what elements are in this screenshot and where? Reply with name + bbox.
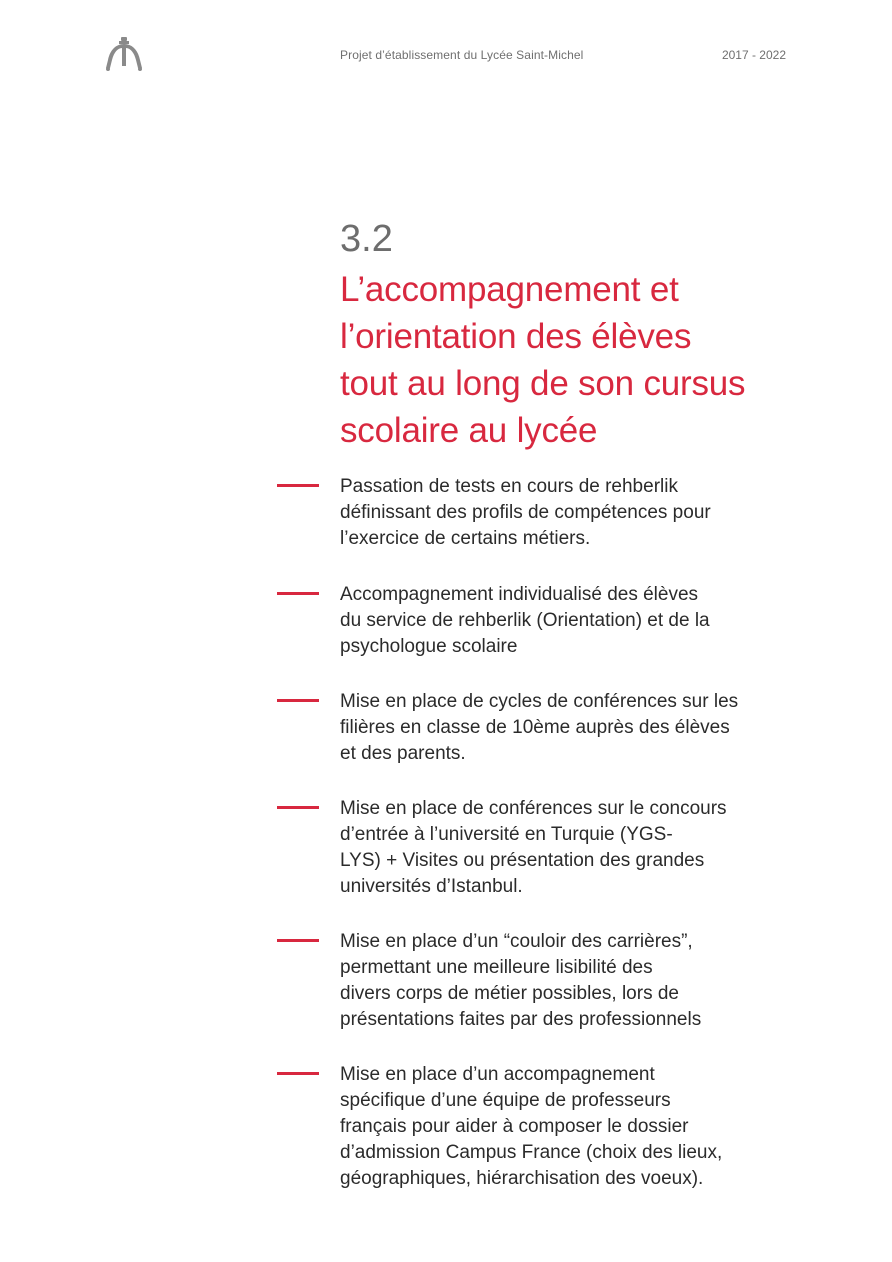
school-crest-icon bbox=[104, 36, 144, 72]
section-title-line: tout au long de son cursus bbox=[340, 364, 746, 403]
list-item-line: Passation de tests en cours de rehberlik bbox=[340, 476, 678, 497]
section-title-line: L’accompagnement et bbox=[340, 270, 679, 309]
header-document-title: Projet d’établissement du Lycée Saint-Michel bbox=[340, 48, 584, 62]
list-item-line: l’exercice de certains métiers. bbox=[340, 528, 591, 549]
list-item-text bbox=[340, 929, 810, 1033]
list-item-line: géographiques, hiérarchisation des voeux). bbox=[340, 1168, 704, 1189]
list-item-line: spécifique d’une équipe de professeurs bbox=[340, 1090, 671, 1111]
bullet-dash bbox=[277, 806, 319, 809]
list-item-text bbox=[340, 582, 810, 660]
list-item-line: du service de rehberlik (Orientation) et de la bbox=[340, 610, 710, 631]
list-item-line: permettant une meilleure lisibilité des bbox=[340, 957, 653, 978]
list-item-line: universités d’Istanbul. bbox=[340, 876, 523, 897]
bullet-dash bbox=[277, 484, 319, 487]
bullet-dash bbox=[277, 939, 319, 942]
list-item-line: divers corps de métier possibles, lors de bbox=[340, 983, 679, 1004]
list-item-line: français pour aider à composer le dossier bbox=[340, 1116, 689, 1137]
section-number: 3.2 bbox=[340, 218, 393, 260]
section-title-line: scolaire au lycée bbox=[340, 411, 598, 450]
list-item-line: présentations faites par des professionnels bbox=[340, 1009, 702, 1030]
list-item-text bbox=[340, 474, 810, 552]
bullet-dash bbox=[277, 1072, 319, 1075]
header-years: 2017 - 2022 bbox=[721, 48, 786, 62]
bullet-dash bbox=[277, 699, 319, 702]
list-item-text bbox=[340, 689, 810, 767]
list-item-line: Accompagnement individualisé des élèves bbox=[340, 584, 699, 605]
list-item-line: Mise en place de conférences sur le concours bbox=[340, 798, 727, 819]
list-item-line: psychologue scolaire bbox=[340, 636, 518, 657]
list-item-line: Mise en place d’un “couloir des carrières”, bbox=[340, 931, 693, 952]
list-item-line: d’entrée à l’université en Turquie (YGS- bbox=[340, 824, 673, 845]
list-item-line: filières en classe de 10ème auprès des élèves bbox=[340, 717, 730, 738]
list-item-line: LYS) + Visites ou présentation des grandes bbox=[340, 850, 705, 871]
list-item-line: et des parents. bbox=[340, 743, 466, 764]
list-item-line: Mise en place de cycles de conférences sur les bbox=[340, 691, 739, 712]
list-item-line: définissant des profils de compétences pour bbox=[340, 502, 711, 523]
list-item-line: d’admission Campus France (choix des lieux, bbox=[340, 1142, 723, 1163]
list-item-line: Mise en place d’un accompagnement bbox=[340, 1064, 655, 1085]
list-item-text bbox=[340, 796, 810, 900]
bullet-dash bbox=[277, 592, 319, 595]
section-title bbox=[340, 266, 840, 454]
section-title-line: l’orientation des élèves bbox=[340, 317, 692, 356]
list-item-text bbox=[340, 1062, 810, 1192]
